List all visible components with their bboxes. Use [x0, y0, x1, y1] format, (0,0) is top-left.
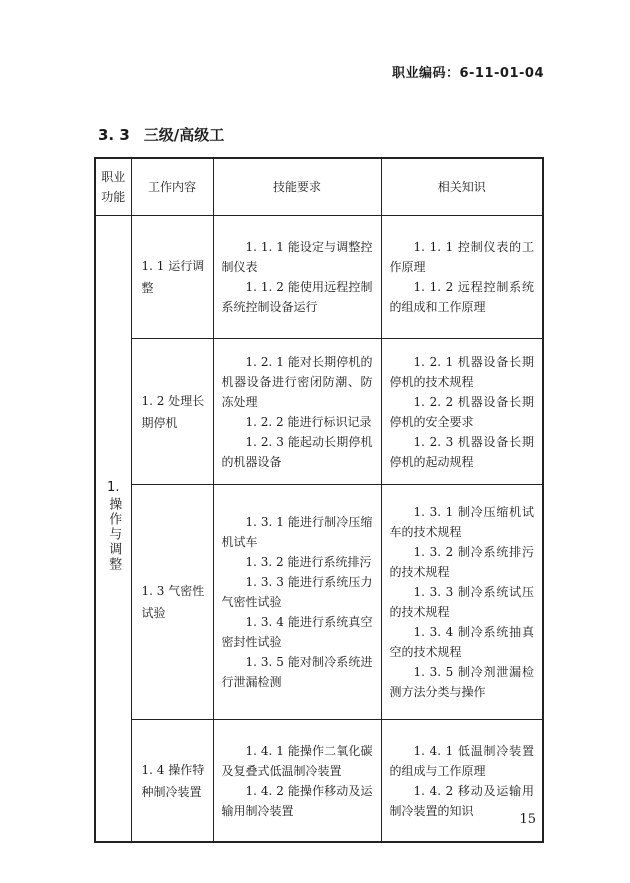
- header-work: 工作内容: [131, 158, 213, 216]
- skill-item: 1. 4. 2 能操作移动及运输用制冷装置: [221, 783, 373, 818]
- knowledge-item: 1. 4. 1 低温制冷装置的组成与工作原理: [389, 743, 534, 778]
- knowledge-item: 1. 4. 2 移动及运输用制冷装置的知识: [389, 783, 534, 818]
- knowledge-item: 1. 2. 2 机器设备长期停机的安全要求: [389, 394, 534, 429]
- function-name: 操作与调整: [106, 497, 122, 572]
- table-row: [95, 339, 543, 485]
- table-row: [95, 720, 543, 843]
- skill-item: 1. 4. 1 能操作二氧化碳及复叠式低温制冷装置: [221, 743, 373, 778]
- skills-cell: [213, 216, 381, 339]
- work-content: 1. 4 操作特种制冷装置: [131, 720, 213, 843]
- work-content: 1. 3 气密性试验: [131, 485, 213, 720]
- function-cell: [95, 216, 131, 843]
- page-number: 15: [519, 812, 536, 827]
- section-heading: [98, 124, 224, 145]
- skill-item: 1. 3. 1 能进行制冷压缩机试车: [221, 515, 373, 549]
- skills-cell: [213, 339, 381, 485]
- skill-item: 1. 2. 2 能进行标识记录: [245, 414, 372, 429]
- header-function: 职业 功能: [95, 158, 131, 216]
- occupation-code: 职业编码：6-11-01-04: [391, 66, 544, 81]
- skill-item: 1. 1. 2 能使用远程控制系统控制设备运行: [221, 280, 373, 314]
- skill-item: 1. 3. 3 能进行系统压力气密性试验: [221, 575, 373, 609]
- knowledge-cell: [381, 485, 543, 720]
- skills-cell: [213, 720, 381, 843]
- skill-item: 1. 3. 4 能进行系统真空密封性试验: [221, 615, 373, 649]
- knowledge-cell: [381, 339, 543, 485]
- skills-cell: [213, 485, 381, 720]
- section-number: 3. 3: [98, 126, 130, 144]
- table-row: [95, 216, 543, 339]
- skill-item: 1. 3. 5 能对制冷系统进行泄漏检测: [221, 655, 373, 689]
- knowledge-item: 1. 3. 5 制冷剂泄漏检测方法分类与操作: [389, 665, 534, 699]
- knowledge-item: 1. 1. 1 控制仪表的工作原理: [389, 240, 534, 274]
- work-content: 1. 1 运行调整: [131, 216, 213, 339]
- skill-item: 1. 2. 1 能对长期停机的机器设备进行密闭防潮、防冻处理: [221, 354, 373, 409]
- section-title: 三级/高级工: [143, 126, 225, 144]
- skills-table: [94, 157, 544, 843]
- knowledge-item: 1. 1. 2 远程控制系统的组成和工作原理: [389, 280, 534, 314]
- knowledge-item: 1. 3. 2 制冷系统排污的技术规程: [389, 545, 534, 579]
- knowledge-item: 1. 3. 4 制冷系统抽真空的技术规程: [389, 625, 534, 659]
- header-knowledge: 相关知识: [381, 158, 543, 216]
- knowledge-cell: [381, 216, 543, 339]
- table-row: [95, 485, 543, 720]
- work-content: 1. 2 处理长期停机: [131, 339, 213, 485]
- skill-item: 1. 2. 3 能起动长期停机的机器设备: [221, 434, 373, 469]
- skill-item: 1. 3. 2 能进行系统排污: [245, 555, 372, 569]
- knowledge-item: 1. 3. 1 制冷压缩机试车的技术规程: [389, 505, 534, 539]
- knowledge-item: 1. 2. 3 机器设备长期停机的起动规程: [389, 434, 534, 469]
- knowledge-item: 1. 2. 1 机器设备长期停机的技术规程: [389, 354, 534, 389]
- skill-item: 1. 1. 1 能设定与调整控制仪表: [221, 240, 373, 274]
- header-skills: 技能要求: [213, 158, 381, 216]
- knowledge-item: 1. 3. 3 制冷系统试压的技术规程: [389, 585, 534, 619]
- function-number: 1.: [107, 480, 120, 495]
